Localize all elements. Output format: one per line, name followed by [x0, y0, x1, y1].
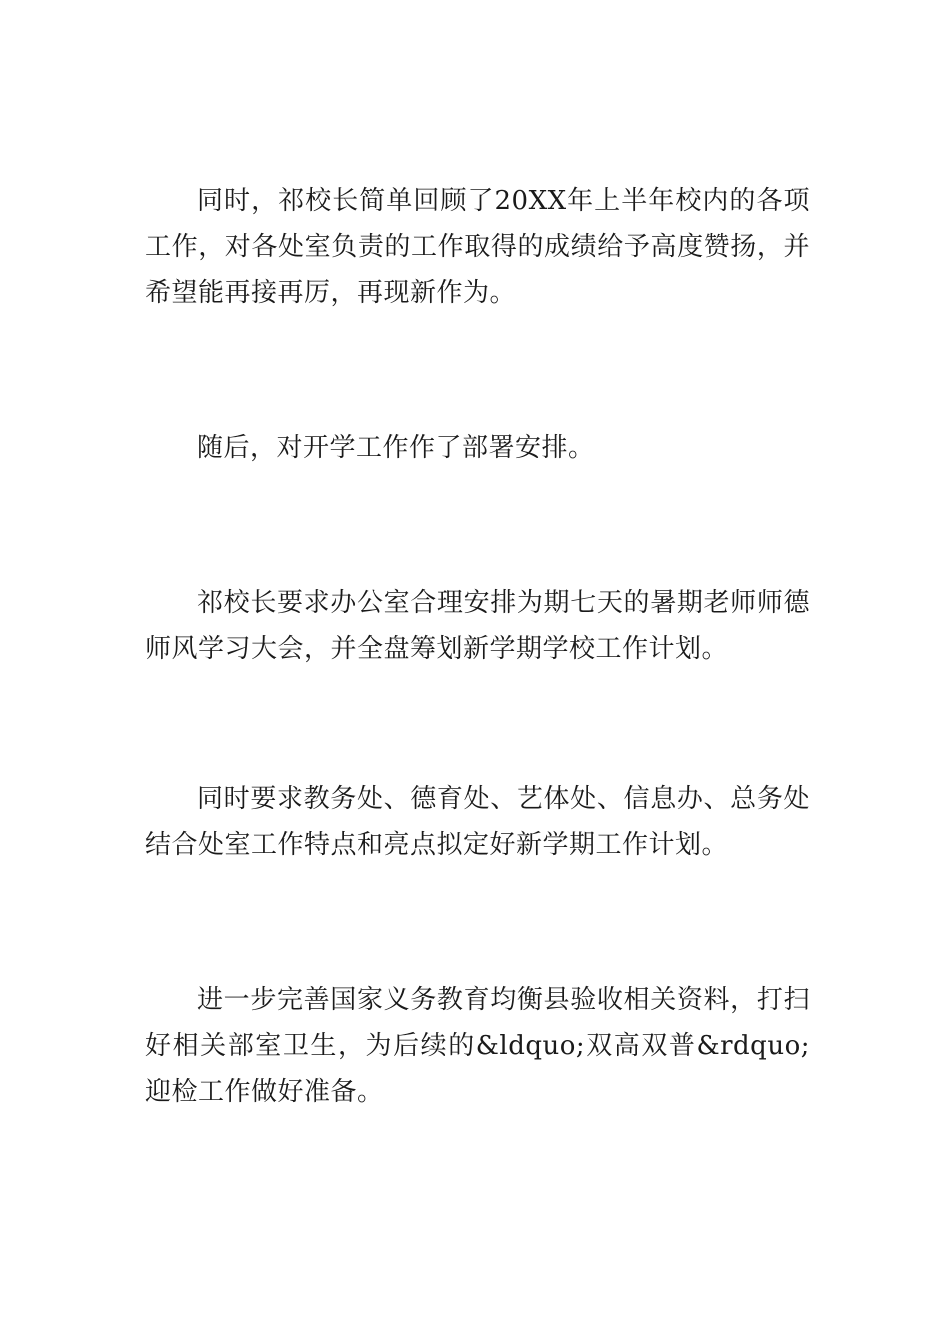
paragraph-inspection-preparation: 进一步完善国家义务教育均衡县验收相关资料，打扫好相关部室卫生，为后续的&ldquo;双高双普&rdquo;迎检工作做好准备。 [145, 985, 810, 1107]
paragraph-office-requirements: 祁校长要求办公室合理安排为期七天的暑期老师师德师风学习大会，并全盘筹划新学期学校工作计划。 [145, 588, 810, 664]
paragraph-deployment: 随后，对开学工作作了部署安排。 [197, 433, 595, 463]
paragraph-review: 同时，祁校长简单回顾了20XX年上半年校内的各项工作，对各处室负责的工作取得的成绩给予高度赞扬，并希望能再接再厉，再现新作为。 [145, 186, 810, 308]
paragraph-department-plans: 同时要求教务处、德育处、艺体处、信息办、总务处结合处室工作特点和亮点拟定好新学期工作计划。 [145, 784, 810, 860]
